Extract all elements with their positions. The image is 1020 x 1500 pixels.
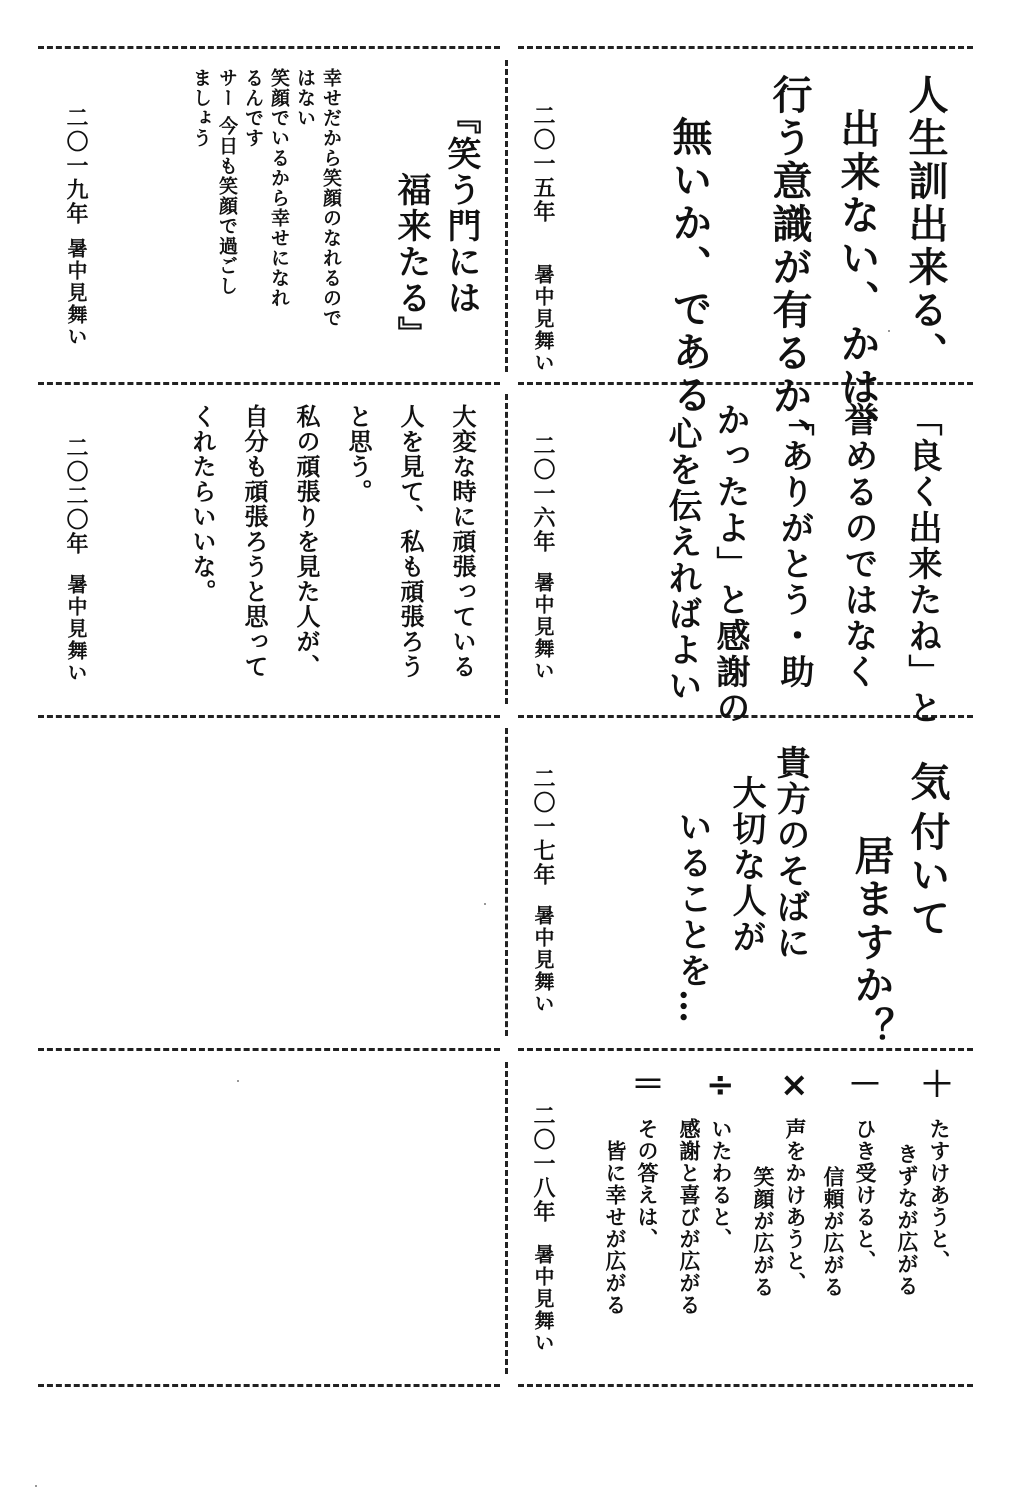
card-2017-year: 二〇一七年: [530, 767, 556, 887]
card-2020-line-1: 大変な時に頑張っている: [448, 404, 477, 679]
card-2020-line-5: 自分も頑張ろうと思って: [240, 404, 269, 679]
card-2015-line-1: 人生訓出来る、: [902, 74, 949, 375]
card-2017-line-1: 気: [904, 761, 951, 804]
card-2020-line-4: 私の頑張りを見た人が、: [292, 404, 321, 679]
card-2019-body-line-4: るんです: [242, 68, 264, 148]
card-2019-body-line-6: ましょう: [190, 68, 212, 148]
card-2018-line-10: 皆に幸せが広がる: [603, 1140, 628, 1316]
card-2020-label: 暑中見舞い: [64, 574, 88, 684]
card-2018-line-9: その答えは、: [635, 1118, 660, 1250]
card-2017-line-3: 居ますか？: [848, 835, 895, 1050]
card-2016-line-2: 誉めるのではなく: [838, 402, 878, 690]
card-2017-line-4: 貴方のそばに: [770, 745, 810, 961]
cut-line-row3-left: [38, 1048, 500, 1051]
card-2018-line-7: いたわると、: [709, 1118, 734, 1250]
cut-line-bottom-left: [38, 1384, 500, 1387]
card-2017: [505, 715, 973, 1048]
card-2020: [38, 382, 505, 715]
card-2019-body-line-1: 幸せだから笑顔のなれるので: [320, 68, 342, 328]
card-2018-year: 二〇一八年: [530, 1104, 556, 1224]
card-2016-year: 二〇一六年: [530, 434, 556, 554]
card-2018-label: 暑中見舞い: [531, 1244, 555, 1354]
card-2017-line-2: 付いて: [904, 811, 951, 940]
card-2015-line-4: 無いか、である: [666, 116, 713, 417]
card-2016: [505, 382, 973, 726]
scan-speck: [888, 330, 890, 332]
card-2018-line-3: ひき受けると、: [853, 1118, 878, 1272]
plus-symbol: ＋: [920, 1065, 954, 1105]
card-2016-line-1: 「良く出来たね」と: [902, 402, 942, 726]
card-2018-line-2: きずなが広がる: [895, 1143, 920, 1297]
scan-speck: [35, 1485, 37, 1487]
card-2018-line-4: 信頼が広がる: [821, 1166, 846, 1298]
divide-symbol: ÷: [706, 1065, 735, 1105]
minus-symbol: －: [848, 1065, 882, 1105]
card-2020-line-2: 人を見て、私も頑張ろう: [396, 404, 425, 679]
card-2016-label: 暑中見舞い: [531, 572, 555, 682]
card-2015-line-3: 行う意識が有るか、: [766, 74, 813, 461]
scan-speck: [484, 903, 486, 905]
card-2019: [38, 46, 505, 382]
card-2015: [505, 46, 973, 461]
card-2020-year: 二〇二〇年: [63, 436, 89, 556]
card-2019-label: 暑中見舞い: [64, 238, 88, 348]
card-2020-line-6: くれたらいいな。: [188, 404, 217, 604]
card-2018: [505, 1048, 973, 1384]
scan-speck: [237, 1080, 239, 1082]
card-2018-line-8: 感謝と喜びが広がる: [677, 1118, 702, 1316]
card-2017-line-5: 大切な人が: [726, 775, 766, 955]
times-symbol: ×: [780, 1065, 809, 1105]
card-2019-year: 二〇一九年: [63, 106, 89, 226]
card-2020-line-3: と思う。: [344, 404, 373, 504]
card-2018-line-6: 笑顔が広がる: [751, 1166, 776, 1298]
card-2016-line-3: 「ありがとう・助: [774, 402, 814, 690]
card-2019-body-line-5: サー 今日も笑顔で過ごし: [216, 68, 238, 296]
cut-line-bottom-right: [518, 1384, 973, 1387]
equals-symbol: ＝: [631, 1065, 665, 1105]
cut-line-row2-left: [38, 715, 500, 718]
card-2018-line-1: たすけあうと、: [927, 1118, 952, 1272]
card-2016-line-4: かったよ」と感謝の: [710, 402, 750, 726]
card-2019-title-line-1: 『笑う門には: [441, 100, 481, 316]
card-2019-body-line-2: はない: [294, 68, 316, 128]
card-2019-body-line-3: 笑顔でいるから幸せになれ: [268, 68, 290, 308]
card-2015-year: 二〇一五年: [530, 104, 556, 224]
card-2015-label: 暑中見舞い: [531, 264, 555, 374]
card-2017-line-6: いることを…: [672, 809, 712, 1025]
card-2016-line-5: 心を伝えればよい: [662, 416, 702, 704]
card-2018-line-5: 声をかけあうと、: [783, 1118, 808, 1294]
card-2017-label: 暑中見舞い: [531, 905, 555, 1015]
card-2019-title-line-2: 福来たる』: [391, 172, 431, 352]
card-2015-line-2: 出来ない、かは、: [834, 108, 881, 452]
